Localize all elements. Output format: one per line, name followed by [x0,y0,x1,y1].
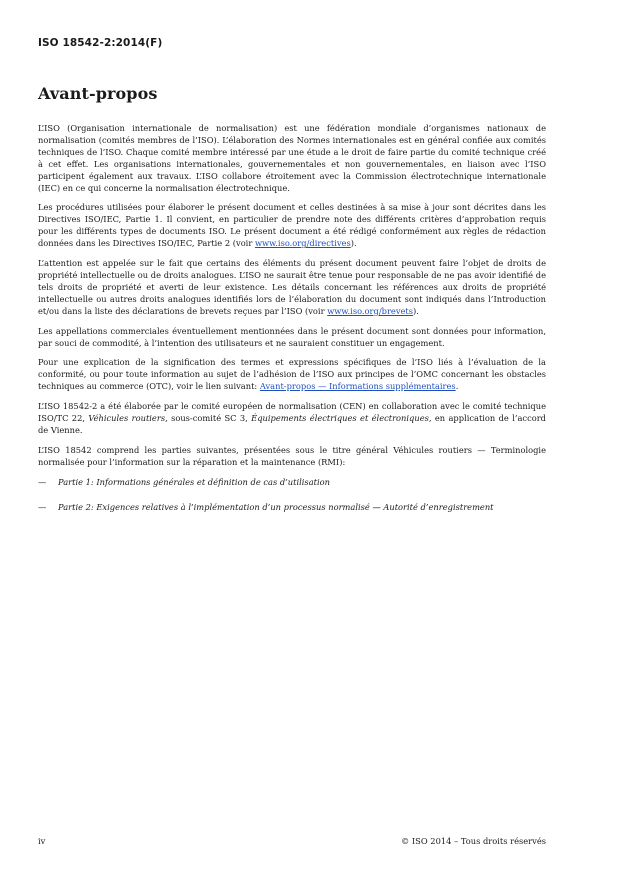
paragraph-procedures [38,202,546,250]
copyright-notice: © ISO 2014 – Tous droits réservés [400,836,546,846]
page-title: Avant-propos [38,84,158,103]
subcommittee-name: Équipements électriques et électroniques, [251,413,432,424]
page-number: iv [38,836,46,846]
list-dash: — [38,501,47,512]
paragraph-text: L’ISO 18542 comprend les parties suivantes, présentées sous le titre général Véhicules routiers — Terminologie normalisée pour l’information sur la réparation et la maintenance (RMI): [38,444,546,467]
paragraph-text: L’attention est appelée sur le fait que certains des éléments du présent document peuvent faire l’objet de droits de propriété intellectuelle ou de droits analogues. L’ISO ne saurait être tenue pour responsable de ne pas avoir identifié de tels droits de propriété et averti de leur existence. Les détails concernant les références aux droits de propriété intellectuelle ou autres droits analogues identifiés lors de l’élaboration du document sont indiqués dans l’Introduction et/ou dans la liste des déclarations de brevets reçues par l’ISO (voir [38,258,546,316]
paragraph-committee [38,401,546,437]
committee-name: Véhicules routiers [88,413,166,424]
list-item-text: Partie 2: Exigences relatives à l’implémentation d’un processus normalisé — Autorité d’enregistrement [58,501,494,512]
paragraph-parts-intro [38,445,546,469]
paragraph-text: , sous-comité SC 3, [165,413,252,424]
paragraph-text: Pour une explication de la signification des termes et expressions spécifiques de l’ISO liés à l’évaluation de la conformité, ou pour toute information au sujet de l’adhésion de l’ISO aux principes de l’OMC concernant les obstacles techniques au commerce (OTC), voir le lien suivant: [38,357,546,392]
paragraph-text: L’ISO (Organisation internationale de normalisation) est une fédération mondiale d’organismes nationaux de normalisation (comités membres de l’ISO). L’élaboration des Normes internationales est en général confiée aux comités techniques de l’ISO. Chaque comité membre intéressé par une étude a le droit de faire partie du comité technique créé à cet effet. Les organisations internationales, gouvernementales et non gouvernementales, en liaison avec l’ISO participent également aux travaux. L’ISO collabore étroitement avec la Commission électrotechnique internationale (IEC) en ce qui concerne la normalisation électrotechnique. [38,123,546,193]
paragraph-end: ). [350,238,357,249]
patents-link[interactable]: www.iso.org/brevets [327,305,414,316]
document-reference: ISO 18542-2:2014(F) [38,37,163,49]
paragraph-text: L’ISO 18542-2 a été élaborée par le comité européen de normalisation (CEN) en collaboration avec le comité technique ISO/TC 22, [38,401,546,424]
list-item [38,502,546,514]
list-dash: — [38,476,47,487]
parts-list [38,477,546,514]
paragraph-text: en application de l’accord de Vienne. [38,413,546,435]
paragraph-patents [38,258,546,318]
list-item-text: Partie 1: Informations générales et définition de cas d’utilisation [58,476,330,487]
directives-link[interactable]: www.iso.org/directives [254,238,351,249]
paragraph-end: . [455,381,459,392]
paragraph-iso-organisation [38,123,546,194]
paragraph-text: Les appellations commerciales éventuellement mentionnées dans le présent document sont données pour information, par souci de commodité, à l’intention des utilisateurs et ne sauraient constituer un engagement. [38,325,546,348]
paragraph-end: ). [413,305,419,316]
paragraph-text: Les procédures utilisées pour élaborer le présent document et celles destinées à sa mise à jour sont décrites dans les Directives ISO/IEC, Partie 1. Il convient, en particulier de prendre note des différents critères d’approbation requis pour les différents types de documents ISO. Le présent document a été rédigé conformément aux règles de rédaction données dans les Directives ISO/IEC, Partie 2 (voir [38,202,546,249]
paragraph-trade-names [38,326,546,350]
paragraph-conformity [38,357,546,393]
supplementary-info-link[interactable]: Avant-propos — Informations supplémentaires [259,381,456,392]
list-item [38,477,546,489]
foreword-body [38,123,546,526]
